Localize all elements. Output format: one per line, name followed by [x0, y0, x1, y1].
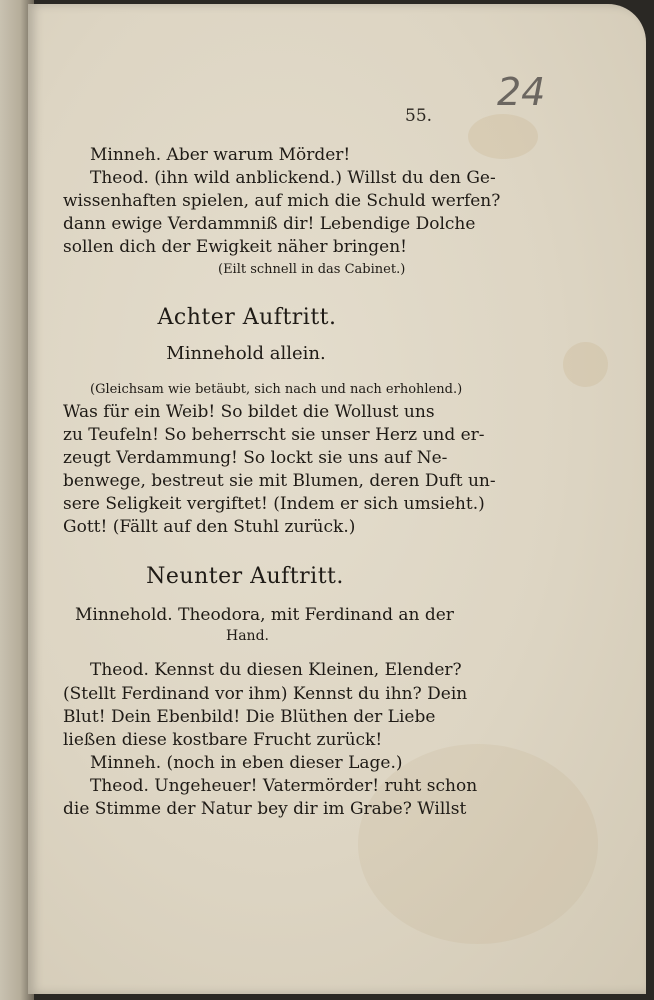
- text-line: ließen diese kostbare Frucht zurück!: [63, 730, 383, 750]
- text-line: dann ewige Verdammniß dir! Lebendige Dolche: [63, 214, 476, 234]
- text-line: zu Teufeln! So beherrscht sie unser Herz und er-: [63, 425, 485, 445]
- text-line: Was für ein Weib! So bildet die Wollust uns: [63, 402, 435, 422]
- scene-characters: Hand.: [226, 628, 269, 644]
- text-line: Theod. (ihn wild anblickend.) Willst du den Ge-: [90, 168, 496, 188]
- text-line: Theod. Kennst du diesen Kleinen, Elender?: [90, 660, 462, 680]
- page-stain: [563, 342, 608, 387]
- text-line: (Stellt Ferdinand vor ihm) Kennst du ihn? Dein: [63, 684, 468, 704]
- text-line: benwege, bestreut sie mit Blumen, deren Duft un-: [63, 471, 496, 491]
- stage-direction: (Gleichsam wie betäubt, sich nach und nach erhohlend.): [90, 382, 463, 397]
- scene-heading: Achter Auftritt.: [157, 305, 337, 330]
- page-stain: [358, 744, 598, 944]
- pencil-note: 24: [497, 70, 546, 114]
- text-line: Minneh. (noch in eben dieser Lage.): [90, 753, 403, 773]
- text-line: sollen dich der Ewigkeit näher bringen!: [63, 237, 407, 257]
- stage-direction: (Eilt schnell in das Cabinet.): [218, 262, 406, 277]
- page-stain: [468, 114, 538, 159]
- text-line: sere Seligkeit vergiftet! (Indem er sich umsieht.): [63, 494, 485, 514]
- text-line: zeugt Verdammung! So lockt sie uns auf Ne-: [63, 448, 448, 468]
- scene-characters: Minnehold. Theodora, mit Ferdinand an der: [75, 605, 454, 625]
- text-line: Theod. Ungeheuer! Vatermörder! ruht schon: [90, 776, 478, 796]
- page-number: 55.: [405, 106, 433, 126]
- scene-characters: Minnehold allein.: [166, 343, 326, 364]
- text-line: Blut! Dein Ebenbild! Die Blüthen der Liebe: [63, 707, 436, 727]
- text-line: Gott! (Fällt auf den Stuhl zurück.): [63, 517, 356, 537]
- text-line: die Stimme der Natur bey dir im Grabe? Willst: [63, 799, 467, 819]
- text-line: Minneh. Aber warum Mörder!: [90, 145, 351, 165]
- text-line: wissenhaften spielen, auf mich die Schuld werfen?: [63, 191, 501, 211]
- scene-heading: Neunter Auftritt.: [146, 564, 344, 589]
